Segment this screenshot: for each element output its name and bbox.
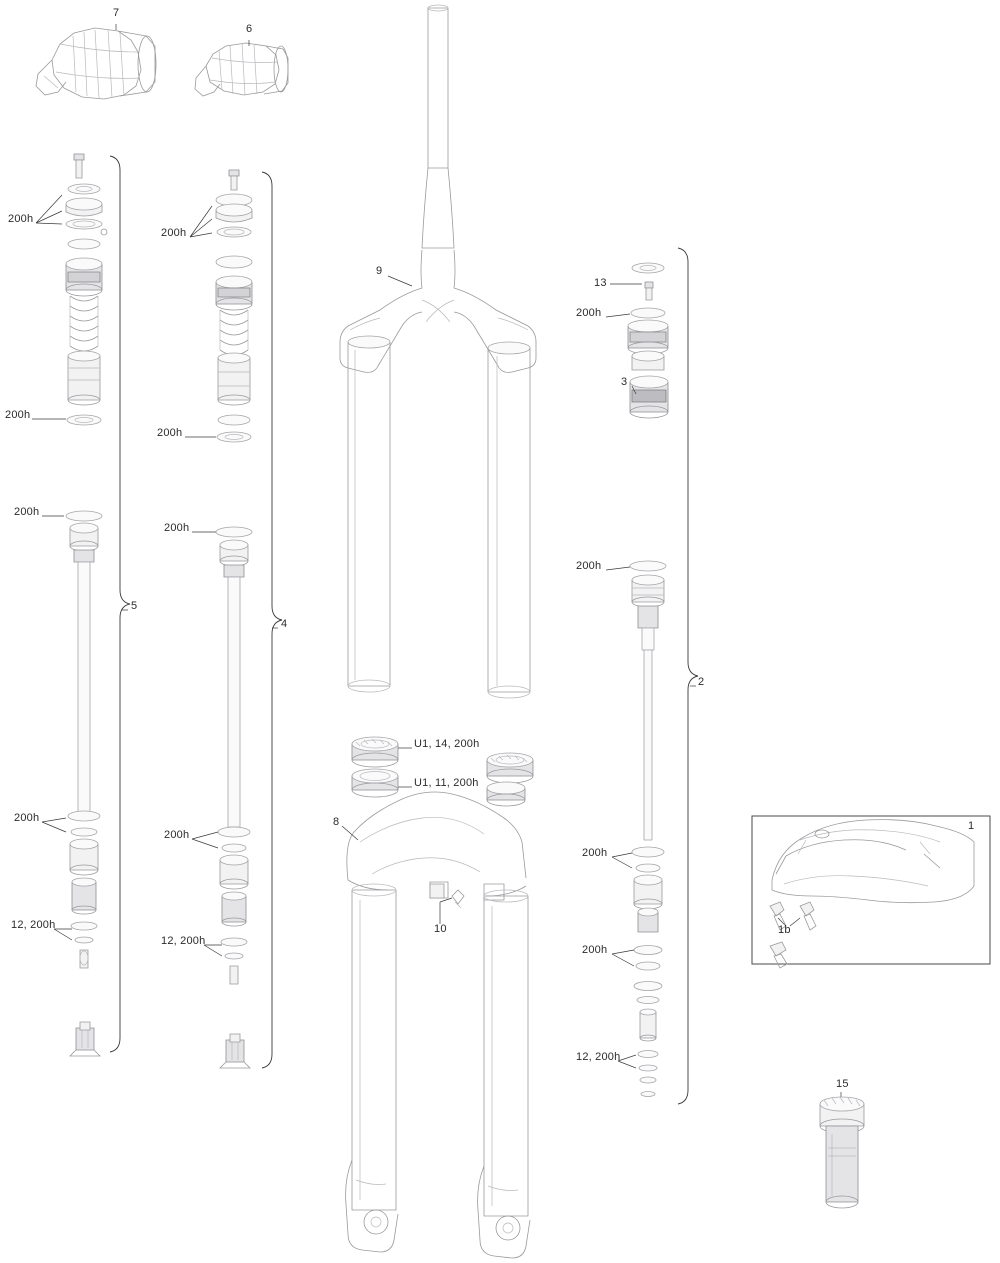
callout-200h-5: 200h <box>157 427 183 439</box>
callout-u1-11-200h: U1, 11, 200h <box>414 777 479 789</box>
part-10-bolt <box>430 884 464 908</box>
callout-200h-11: 200h <box>582 847 608 859</box>
callout-200h-4: 200h <box>5 409 31 421</box>
callout-9: 9 <box>376 265 383 277</box>
callout-4: 4 <box>281 618 288 630</box>
callout-200h-6: 200h <box>14 506 40 518</box>
callout-200h-9: 200h <box>14 812 40 824</box>
callout-8: 8 <box>333 816 340 828</box>
leader-lines <box>32 24 841 1100</box>
callout-2: 2 <box>698 676 705 688</box>
callout-200h-1: 200h <box>8 213 34 225</box>
callout-1: 1 <box>968 820 975 832</box>
column-4-parts <box>216 170 252 1068</box>
callout-12-200h-3: 12, 200h <box>576 1051 621 1063</box>
callout-12-200h-2: 12, 200h <box>161 935 206 947</box>
column-2-parts <box>628 263 668 1097</box>
callout-13: 13 <box>594 277 607 289</box>
callout-3: 3 <box>621 376 628 388</box>
part-15-tool <box>820 1097 864 1208</box>
callout-10: 10 <box>434 923 447 935</box>
callout-15: 15 <box>836 1078 849 1090</box>
callout-200h-7: 200h <box>164 522 190 534</box>
column-5-parts <box>66 154 107 1056</box>
part-7-assembly <box>36 28 156 99</box>
callout-7: 7 <box>113 7 120 19</box>
callout-12-200h-1: 12, 200h <box>11 919 56 931</box>
callout-200h-3: 200h <box>576 307 602 319</box>
inset-part-1 <box>752 816 990 968</box>
callout-200h-2: 200h <box>161 227 187 239</box>
callout-u1-14-200h: U1, 14, 200h <box>414 738 480 750</box>
group-brackets <box>110 156 698 1104</box>
callout-5: 5 <box>131 600 138 612</box>
callout-200h-12: 200h <box>582 944 608 956</box>
callout-200h-10: 200h <box>164 829 190 841</box>
callout-6: 6 <box>246 23 253 35</box>
callout-1b: 1b <box>778 924 791 936</box>
part-8-lower-leg <box>346 792 530 1258</box>
part-9-crown-steerer <box>340 5 536 698</box>
callout-200h-8: 200h <box>576 560 602 572</box>
part-6-assembly <box>195 43 288 96</box>
